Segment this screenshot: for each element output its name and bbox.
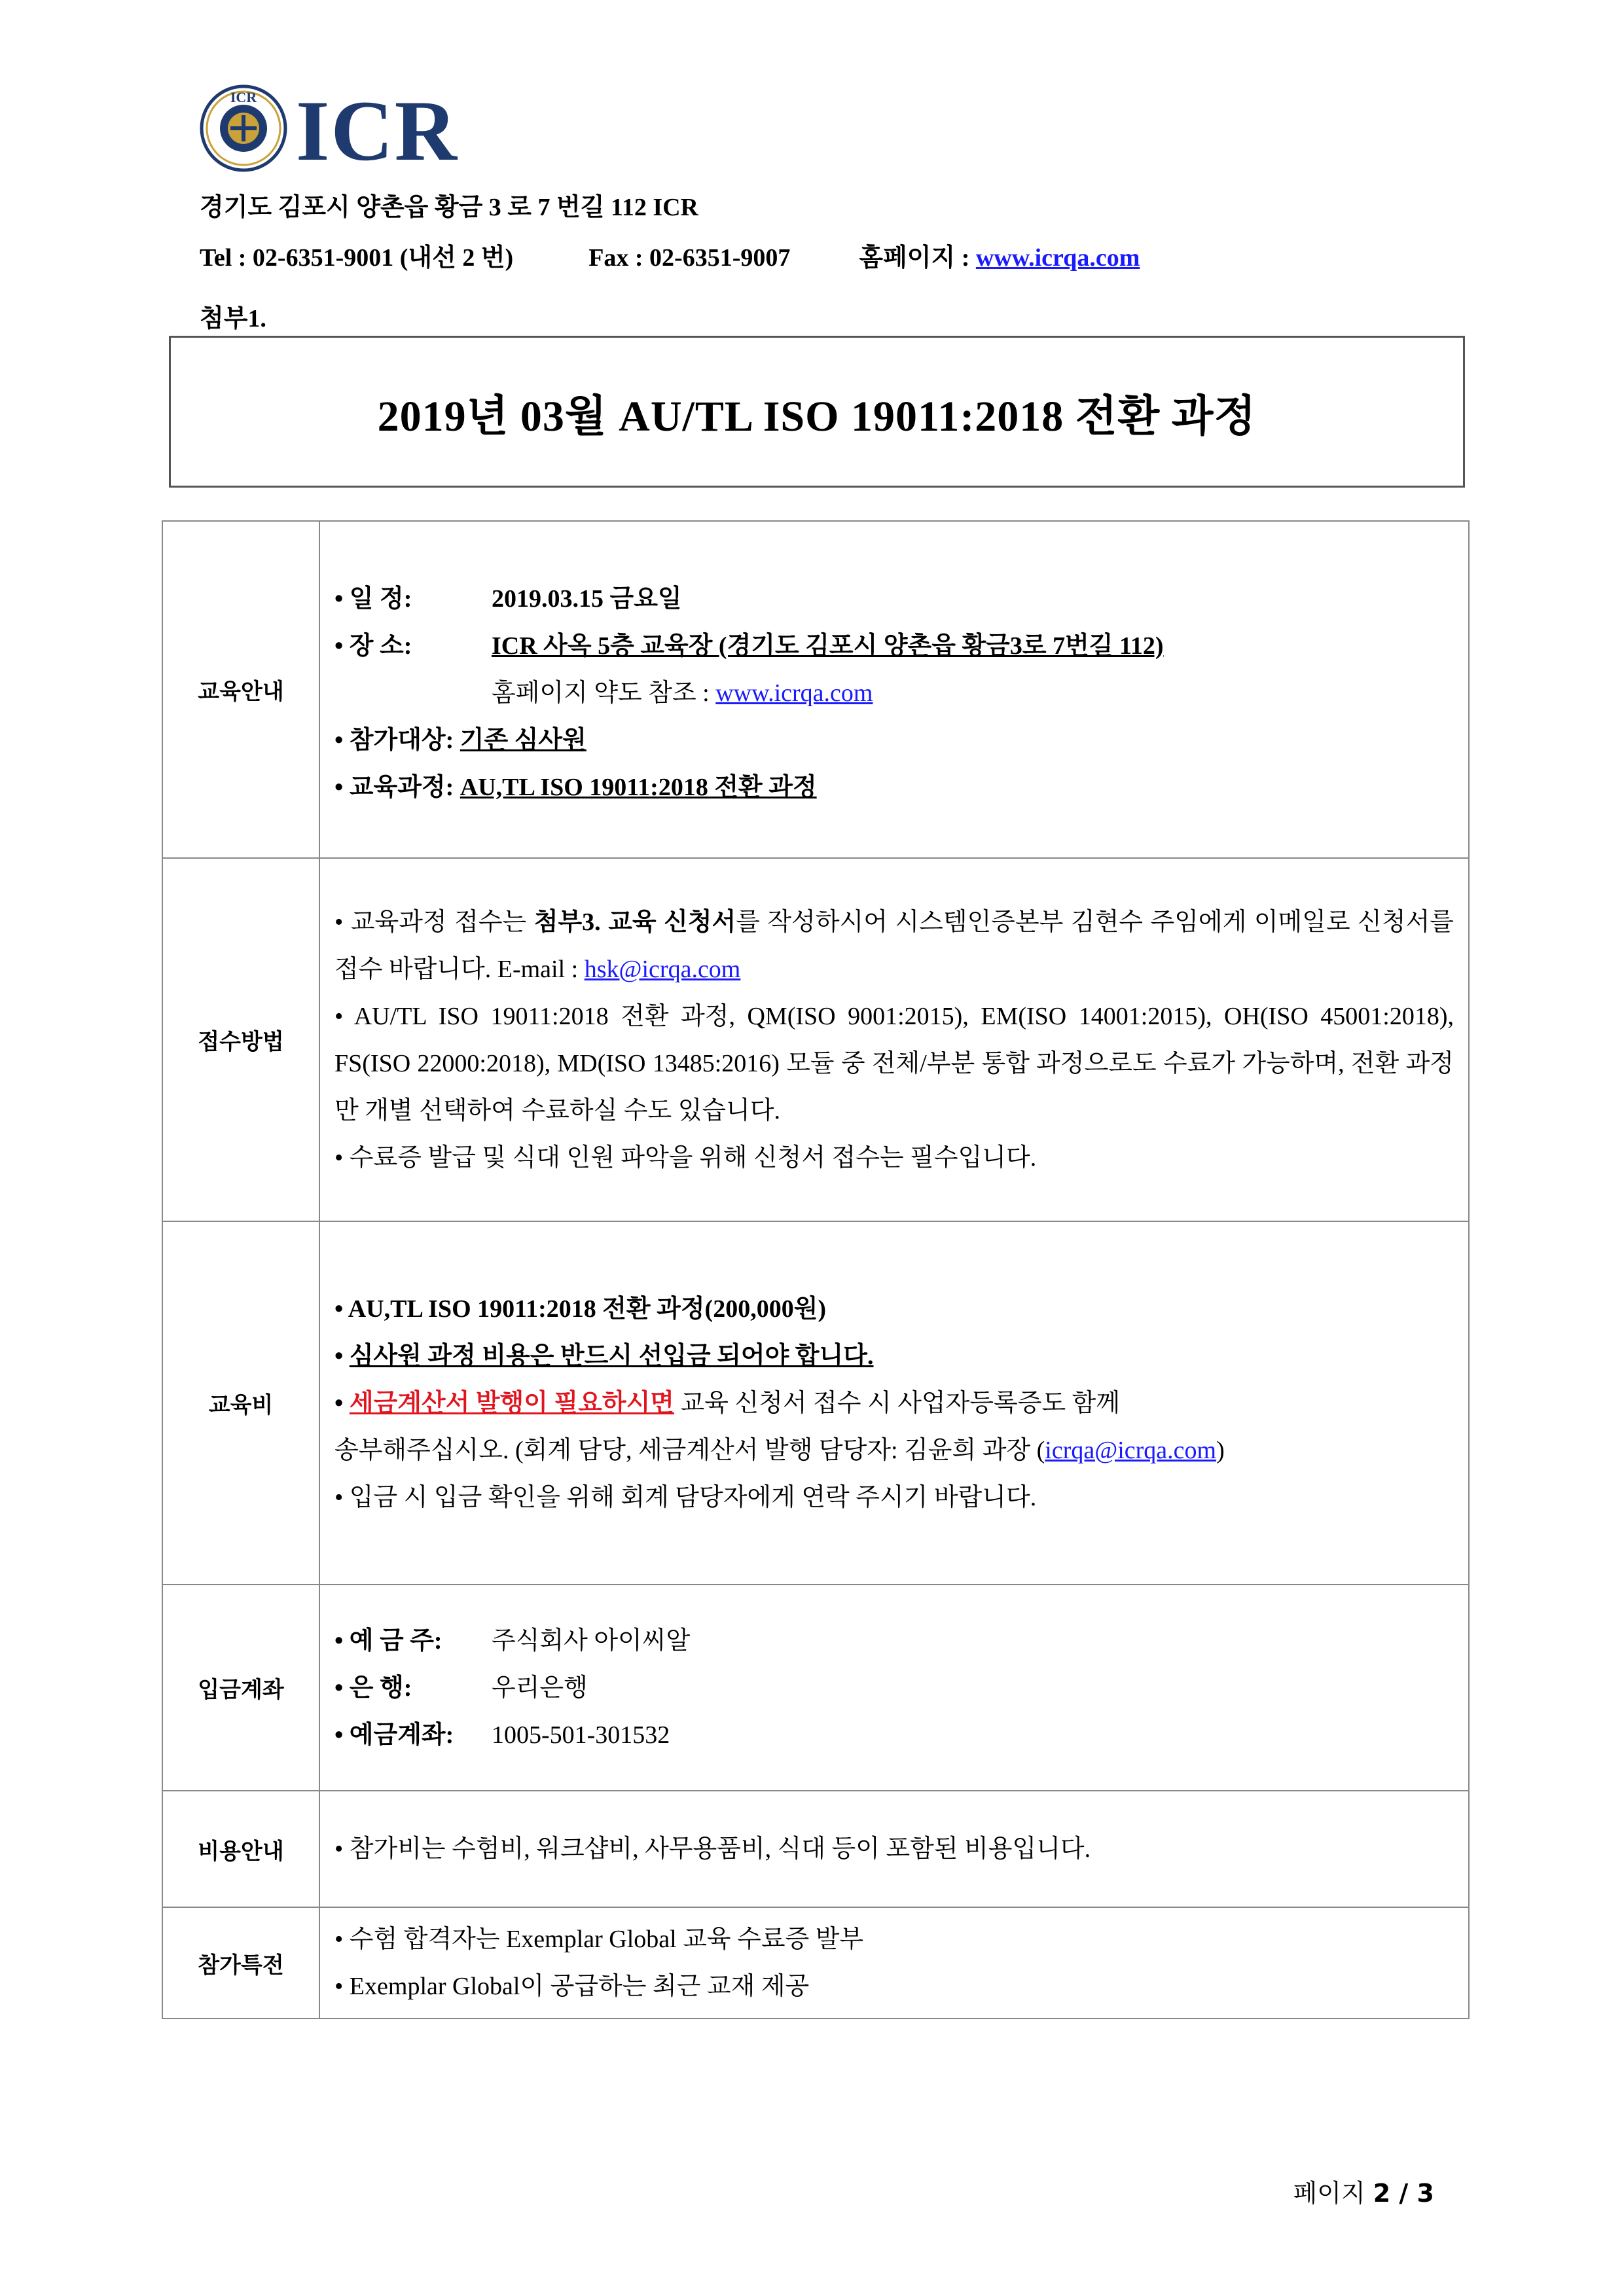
apply-modules-text: • AU/TL ISO 19011:2018 전환 과정, QM(ISO 9001:2015), EM(ISO 14001:2015), OH(ISO 45001:2018), FS(ISO 22000:2018), MD(ISO 13485:2016) 모듈 중 전체/부분 통합 과정으로도 수료가 가능하며, 전환 과정만 개별 선택하여 수료하실 수도 있습니다. — [334, 1002, 1454, 1124]
target-value: 기존 심사원 — [460, 726, 586, 754]
company-address: 경기도 김포시 양촌읍 황금 3 로 7 번길 112 ICR — [200, 194, 698, 221]
benefit-materials: • Exemplar Global이 공급하는 최근 교재 제공 — [334, 1973, 810, 2000]
section-header-apply: 접수방법 — [162, 858, 319, 1221]
course-value: AU,TL ISO 19011:2018 전환 과정 — [460, 773, 817, 801]
fee-course-price: • AU,TL ISO 19011:2018 전환 과정(200,000원) — [334, 1295, 827, 1323]
page-title: 2019년 03월 AU/TL ISO 19011:2018 전환 과정 — [377, 392, 1257, 440]
page-number: 페이지 2 / 3 — [1293, 2179, 1434, 2208]
apply-email-link[interactable]: hsk@icrqa.com — [584, 955, 741, 983]
course-label: • 교육과정: — [334, 773, 454, 801]
section-header-cost: 비용안내 — [162, 1791, 319, 1907]
fee-deposit-notice: • 입금 시 입금 확인을 위해 회계 담당자에게 연락 주시기 바랍니다. — [334, 1483, 1037, 1511]
date-value: 2019.03.15 금요일 — [492, 584, 682, 613]
table-row — [162, 1221, 1469, 1585]
apply-form-ref: 첨부3. 교육 신청서 — [533, 908, 736, 936]
homepage-link[interactable]: www.icrqa.com — [975, 244, 1140, 272]
table-row — [162, 1791, 1469, 1907]
fee-tax-invoice-notice: 세금계산서 발행이 필요하시면 — [349, 1389, 675, 1417]
account-holder-value: 주식회사 아이씨알 — [492, 1626, 691, 1655]
bank-value: 우리은행 — [492, 1674, 588, 1702]
bank-label: • 은 행: — [334, 1674, 412, 1702]
account-content — [319, 1585, 1469, 1791]
section-header-edu-info: 교육안내 — [162, 521, 319, 858]
date-label: • 일 정: — [334, 584, 412, 613]
title-box — [169, 336, 1465, 488]
attachment-label: 첨부1. — [200, 305, 266, 332]
edu-info-content — [319, 521, 1469, 858]
account-number-label: • 예금계좌: — [334, 1721, 454, 1749]
account-number-value: 1005-501-301532 — [492, 1721, 670, 1749]
map-link[interactable]: www.icrqa.com — [715, 679, 873, 707]
fee-contact-text: 송부해주십시오. (회계 담당, 세금계산서 발행 담당자: 김윤희 과장 ( — [334, 1436, 1045, 1464]
contact-line — [200, 237, 1140, 273]
benefit-certificate: • 수험 합격자는 Exemplar Global 교육 수료증 발부 — [334, 1926, 864, 1953]
svg-text:ICR: ICR — [230, 89, 257, 105]
section-header-benefit: 참가특전 — [162, 1907, 319, 2018]
section-header-fee: 교육비 — [162, 1221, 319, 1585]
place-label: • 장 소: — [334, 632, 412, 660]
homepage-label: 홈페이지 : — [859, 244, 970, 272]
table-row — [162, 521, 1469, 858]
cost-content: • 참가비는 수험비, 워크샵비, 사무용품비, 식대 등이 포함된 비용입니다. — [319, 1791, 1469, 1907]
logo-text: ICR — [296, 82, 459, 174]
table-row — [162, 1585, 1469, 1791]
map-note: 홈페이지 약도 참조 : — [492, 679, 716, 707]
fee-tax-invoice-rest: 교육 신청서 접수 시 사업자등록증도 함께 — [674, 1389, 1121, 1417]
fax-number: Fax : 02-6351-9007 — [588, 244, 791, 272]
tel-number: Tel : 02-6351-9001 (내선 2 번) — [200, 244, 514, 272]
target-label: • 참가대상: — [334, 726, 454, 754]
fee-contact-email[interactable]: icrqa@icrqa.com — [1045, 1436, 1217, 1464]
account-holder-label: • 예 금 주: — [334, 1626, 442, 1655]
table-row — [162, 1907, 1469, 2018]
fee-content: • AU,TL ISO 19011:2018 전환 과정(200,000원) • 심사원 과정 비용은 반드시 선입금 되어야 합니다. • 세금계산서 발행이 필요하시면 교육 신청서 접수 시 사업자등록증도 함께 송부해주십시오. (회계 담당, 세금계산서 발행 담당자: 김윤희 과장 (icrqa@icrqa.com) • 입금 시 입금 확인을 위해 회계 담당자에게 연락 주시기 바랍니다. — [319, 1221, 1469, 1585]
apply-text-c: 를 작성하시어 시스템인증본부 김현수 주임에게 이메일로 신청서를 접수 바랍니다. E-mail : — [334, 908, 1454, 983]
company-logo — [198, 82, 473, 174]
apply-required-text: • 수료증 발급 및 식대 인원 파악을 위해 신청서 접수는 필수입니다. — [334, 1143, 1037, 1172]
apply-text-a: • 교육과정 접수는 — [334, 908, 534, 936]
course-info-table — [162, 520, 1470, 2019]
table-row — [162, 858, 1469, 1221]
benefit-content — [319, 1907, 1469, 2018]
apply-content — [319, 858, 1469, 1221]
section-header-account: 입금계좌 — [162, 1585, 319, 1791]
place-value: ICR 사옥 5층 교육장 (경기도 김포시 양촌읍 황금3로 7번길 112) — [492, 632, 1164, 660]
fee-prepay-notice: 심사원 과정 비용은 반드시 선입금 되어야 합니다. — [349, 1342, 874, 1370]
